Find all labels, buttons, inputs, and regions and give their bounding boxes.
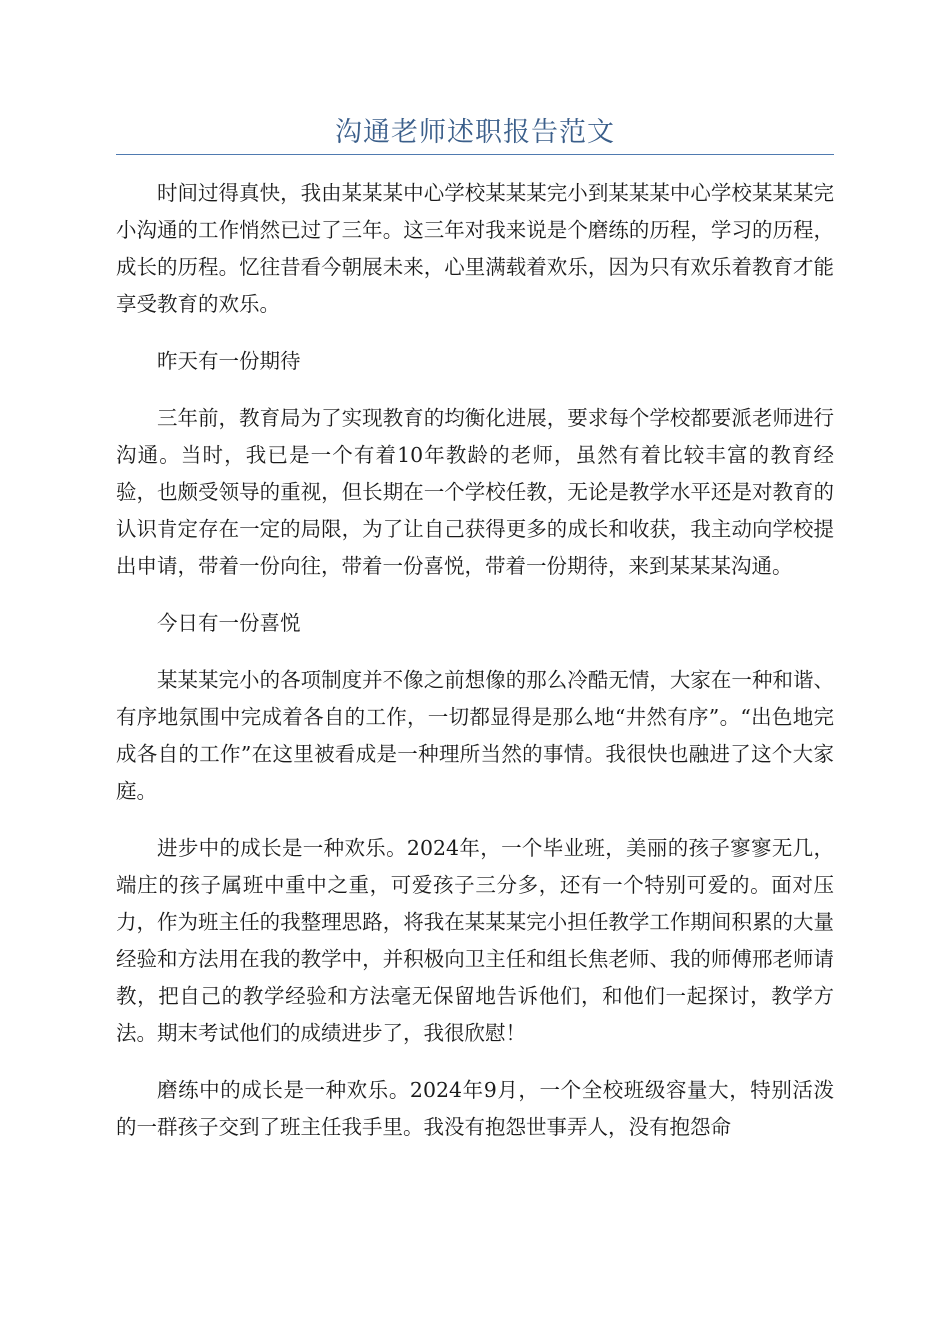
paragraph-three-years-ago: 三年前，教育局为了实现教育的均衡化进展，要求每个学校都要派老师进行沟通。当时，我已是一个有着10年教龄的老师，虽然有着比较丰富的教育经验，也颇受领导的重视，但长期在一个学校任教，无论是教学水平还是对教育的认识肯定存在一定的局限，为了让自己获得更多的成长和收获，我主动向学校提出申请，带着一份向往，带着一份喜悦，带着一份期待，来到某某某沟通。: [116, 406, 834, 578]
paragraph-progress-growth: 进步中的成长是一种欢乐。2024年，一个毕业班，美丽的孩子寥寥无几，端庄的孩子属班中重中之重，可爱孩子三分多，还有一个特别可爱的。面对压力，作为班主任的我整理思路，将我在某某某完小担任教学工作期间积累的大量经验和方法用在我的教学中，并积极向卫主任和组长焦老师、我的师傅邢老师请教，把自己的教学经验和方法毫无保留地告诉他们，和他们一起探讨，教学方法。期末考试他们的成绩进步了，我很欣慰！: [116, 836, 834, 1045]
title-underline: [116, 154, 834, 155]
paragraph-intro: 时间过得真快，我由某某某中心学校某某某完小到某某某中心学校某某某完小沟通的工作悄然已过了三年。这三年对我来说是个磨练的历程，学习的历程，成长的历程。忆往昔看今朝展未来，心里满载着欢乐，因为只有欢乐着教育才能享受教育的欢乐。: [116, 181, 834, 316]
section-heading-yesterday: 昨天有一份期待: [157, 349, 301, 373]
paragraph-training-growth: 磨练中的成长是一种欢乐。2024年9月，一个全校班级容量大，特别活泼的一群孩子交到了班主任我手里。我没有抱怨世事弄人，没有抱怨命: [116, 1078, 834, 1139]
section-heading-today: 今日有一份喜悦: [157, 611, 301, 635]
document-body: [116, 175, 834, 1166]
paragraph-school-system: 某某某完小的各项制度并不像之前想像的那么冷酷无情，大家在一种和谐、有序地氛围中完成着各自的工作，一切都显得是那么地“井然有序”。“出色地完成各自的工作”在这里被看成是一种理所当然的事情。我很快也融进了这个大家庭。: [116, 668, 834, 803]
document-title: 沟通老师述职报告范文: [335, 117, 615, 148]
